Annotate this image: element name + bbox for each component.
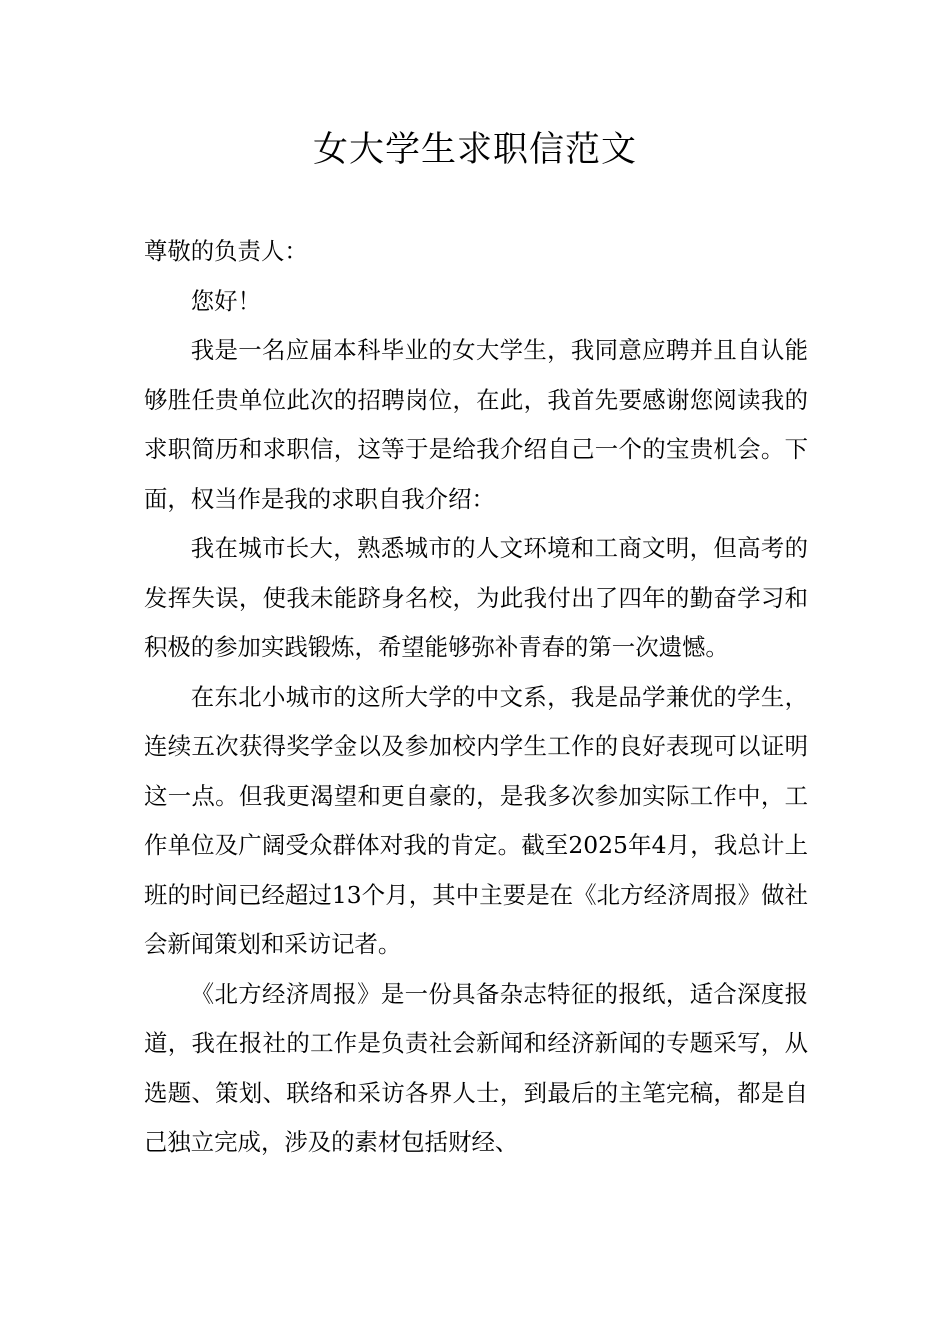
paragraph-1: 我是一名应届本科毕业的女大学生，我同意应聘并且自认能够胜任贵单位此次的招聘岗位，在此，我首先要感谢您阅读我的求职简历和求职信，这等于是给我介绍自己一个的宝贵机会。下面，权当作是我的求职自我介绍： bbox=[144, 336, 808, 513]
paragraph-2: 我在城市长大，熟悉城市的人文环境和工商文明，但高考的发挥失误，使我未能跻身名校，为此我付出了四年的勤奋学习和积极的参加实践锻炼，希望能够弥补青春的第一次遗憾。 bbox=[144, 534, 808, 661]
greeting: 您好！ bbox=[190, 286, 261, 315]
paragraph-3: 在东北小城市的这所大学的中文系，我是品学兼优的学生，连续五次获得奖学金以及参加校内学生工作的良好表现可以证明这一点。但我更渴望和更自豪的，是我多次参加实际工作中，工作单位及广阔受众群体对我的肯定。截至2025年4月，我总计上班的时间已经超过13个月，其中主要是在《北方经济周报》做社会新闻策划和采访记者。 bbox=[144, 682, 808, 958]
paragraph-4: 《北方经济周报》是一份具备杂志特征的报纸，适合深度报道，我在报社的工作是负责社会新闻和经济新闻的专题采写，从选题、策划、联络和采访各界人士，到最后的主笔完稿，都是自己独立完成，涉及的素材包括财经、 bbox=[144, 979, 808, 1156]
salutation: 尊敬的负责人： bbox=[144, 237, 308, 265]
document-title: 女大学生求职信范文 bbox=[312, 130, 637, 170]
letter-body bbox=[144, 227, 808, 1168]
